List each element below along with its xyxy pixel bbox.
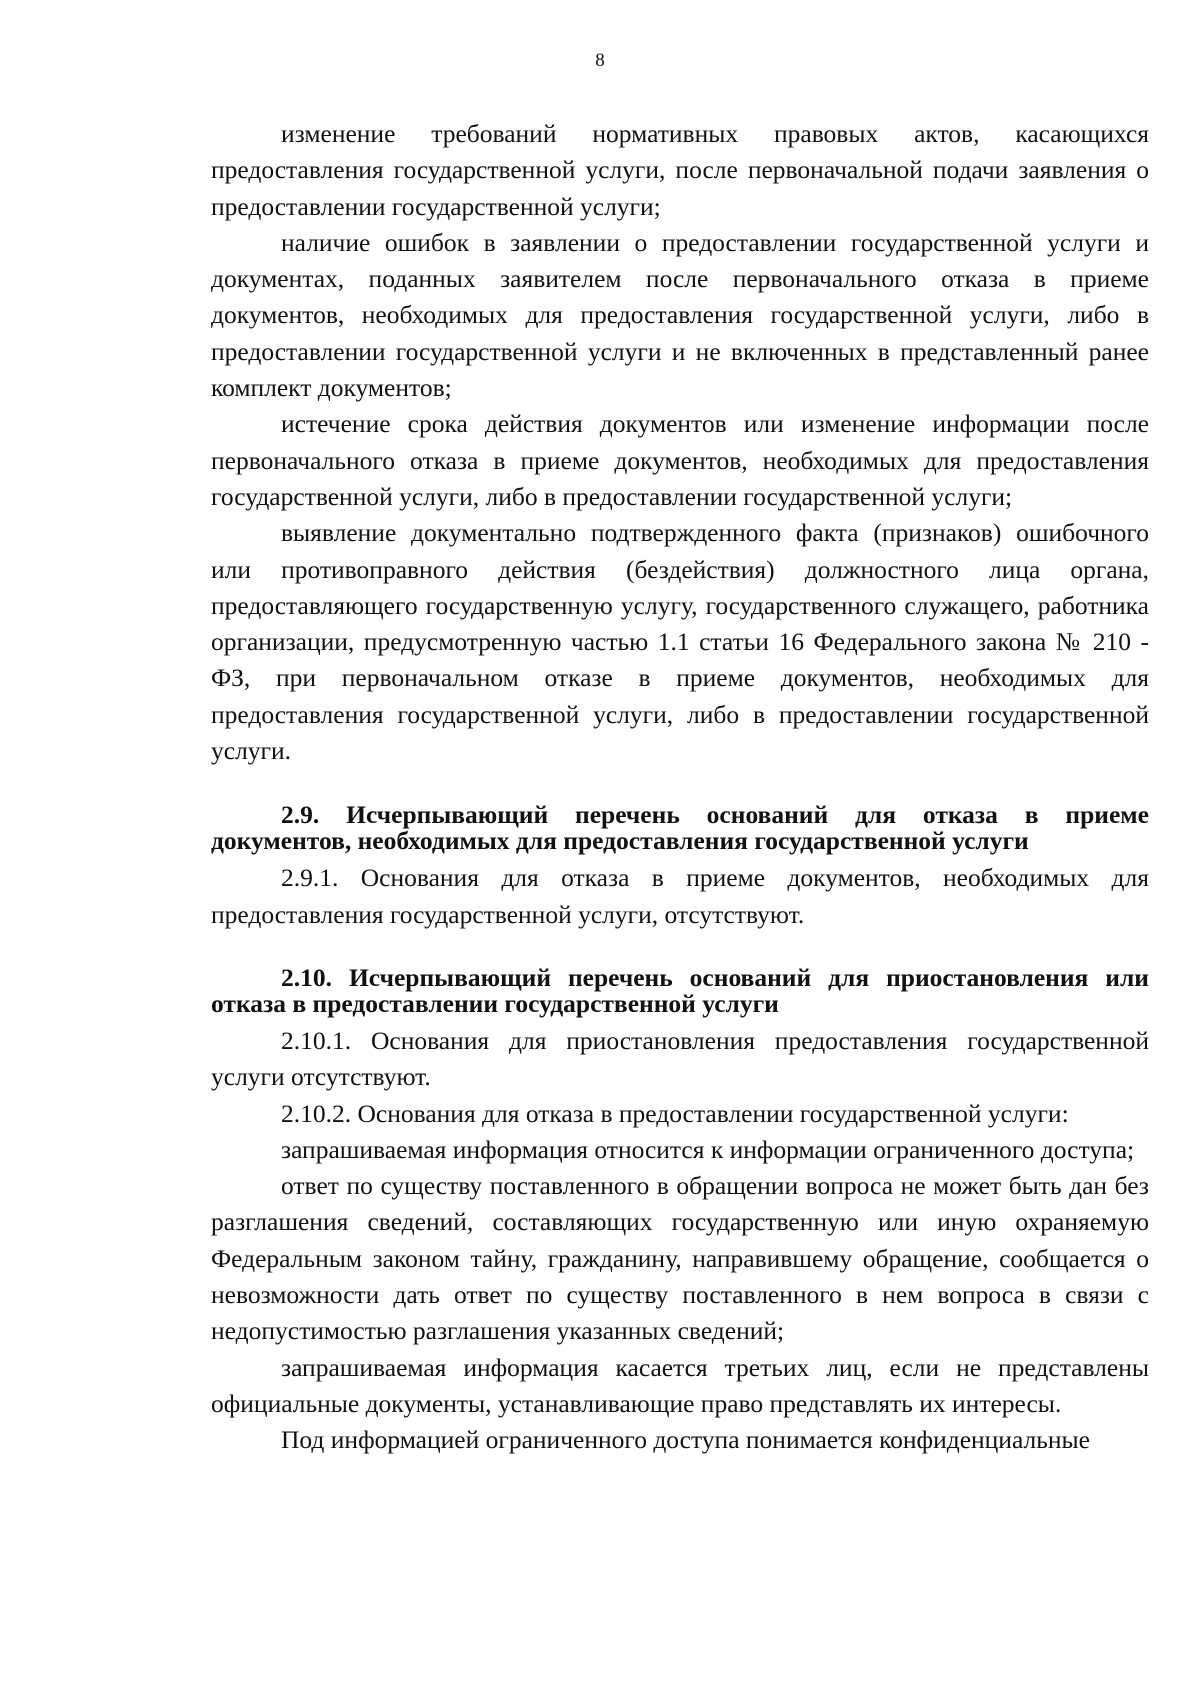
paragraph: истечение срока действия документов или изменение информации после первоначального отказа в приеме документов, необходимых для предоставления государственной услуги, либо в предоставлении государственной услуги;: [211, 409, 1149, 511]
section-heading-2-10: 2.10. Исчерпывающий перечень оснований для приостановления или отказа в предоставлении государственной услуги: [211, 962, 1149, 1018]
page-number: 8: [595, 50, 605, 71]
paragraph: ответ по существу поставленного в обращении вопроса не может быть дан без разглашения сведений, составляющих государственную или иную охраняемую Федеральным законом тайну, гражданину, направившему обращение, сообщается о невозможности дать ответ по существу поставленного в нем вопроса в связи с недопустимостью разглашения указанных сведений;: [211, 1171, 1149, 1346]
paragraph: наличие ошибок в заявлении о предоставлении государственной услуги и документах, поданных заявителем после первоначального отказа в приеме документов, необходимых для предоставления государственной услуги, либо в предоставлении государственной услуги и не включенных в представленный ранее комплект документов;: [211, 227, 1149, 403]
paragraph: 2.10.2. Основания для отказа в предоставлении государственной услуги:: [281, 1098, 1069, 1128]
paragraph: запрашиваемая информация касается третьих лиц, если не представлены официальные документы, устанавливающие право представлять их интересы.: [211, 1352, 1149, 1418]
paragraph: Под информацией ограниченного доступа понимается конфиденциальные: [281, 1425, 1090, 1455]
paragraph: выявление документально подтвержденного факта (признаков) ошибочного или противоправного действия (бездействия) должностного лица органа, предоставляющего государственную услугу, государственного служащего, работника организации, предусмотренную частью 1.1 статьи 16 Федерального закона № 210 - ФЗ, при первоначальном отказе в приеме документов, необходимых для предоставления государственной услуги, либо в предоставлении государственной услуги.: [211, 518, 1149, 766]
paragraph: 2.9.1. Основания для отказа в приеме документов, необходимых для предоставления государственной услуги, отсутствуют.: [211, 863, 1149, 929]
section-heading-2-9: 2.9. Исчерпывающий перечень оснований для отказа в приеме документов, необходимых для предоставления государственной услуги: [211, 800, 1149, 856]
paragraph: 2.10.1. Основания для приостановления предоставления государственной услуги отсутствуют.: [211, 1025, 1149, 1092]
page-body: [211, 116, 1149, 1459]
paragraph: изменение требований нормативных правовых актов, касающихся предоставления государственной услуги, после первоначальной подачи заявления о предоставлении государственной услуги;: [211, 119, 1149, 221]
paragraph: запрашиваемая информация относится к информации ограниченного доступа;: [281, 1134, 1135, 1164]
